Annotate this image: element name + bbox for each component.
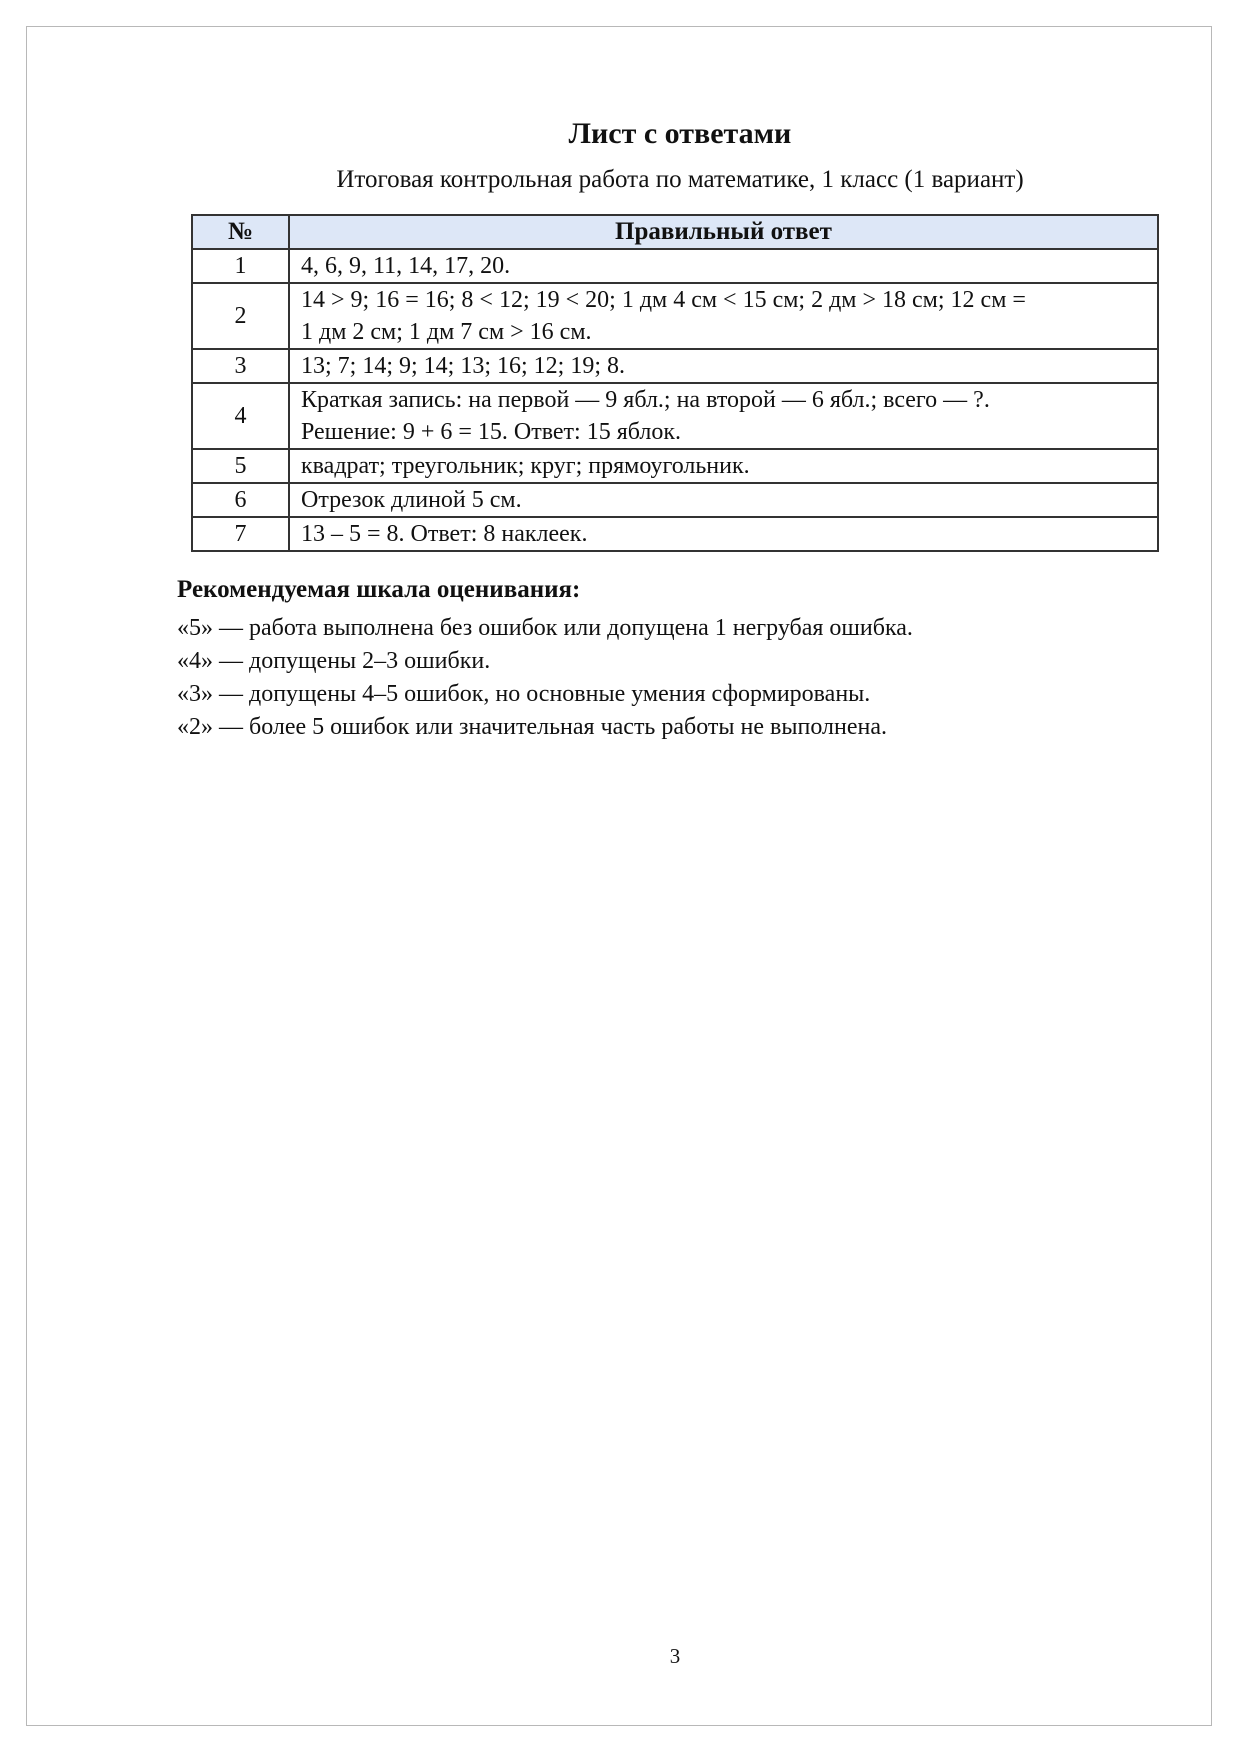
grading-scale-heading: Рекомендуемая шкала оценивания: <box>177 576 581 603</box>
row-answer <box>289 483 1158 517</box>
grading-scale-list <box>177 612 913 744</box>
page-title: Лист с ответами <box>568 117 792 150</box>
table-row <box>192 483 1158 517</box>
answer-line: 13 – 5 = 8. Ответ: 8 наклеек. <box>301 521 588 547</box>
row-number: 3 <box>192 349 289 383</box>
table-row <box>192 517 1158 551</box>
row-answer <box>289 349 1158 383</box>
row-number: 2 <box>192 283 289 349</box>
column-header-answer: Правильный ответ <box>289 215 1158 249</box>
answer-line: 1 дм 2 см; 1 дм 7 см > 16 см. <box>301 319 592 345</box>
column-header-number: № <box>192 215 289 249</box>
row-number: 7 <box>192 517 289 551</box>
row-answer <box>289 517 1158 551</box>
row-answer <box>289 249 1158 283</box>
grading-scale-item: «4» — допущены 2–3 ошибки. <box>177 648 491 674</box>
table-row <box>192 283 1158 349</box>
answer-line: Решение: 9 + 6 = 15. Ответ: 15 яблок. <box>301 419 682 445</box>
answers-table <box>191 214 1159 552</box>
row-answer <box>289 283 1158 349</box>
table-row <box>192 383 1158 449</box>
answer-line: Отрезок длиной 5 см. <box>301 487 522 513</box>
row-number: 6 <box>192 483 289 517</box>
table-header-row <box>192 215 1158 249</box>
table-row <box>192 449 1158 483</box>
answer-line: Краткая запись: на первой — 9 ябл.; на второй — 6 ябл.; всего — ?. <box>301 387 990 413</box>
grading-scale-item: «3» — допущены 4–5 ошибок, но основные умения сформированы. <box>177 681 871 707</box>
table-row <box>192 249 1158 283</box>
answer-line: 4, 6, 9, 11, 14, 17, 20. <box>301 253 511 279</box>
grading-scale-item: «2» — более 5 ошибок или значительная часть работы не выполнена. <box>177 714 887 740</box>
page-number: 3 <box>669 1644 681 1668</box>
page-subtitle: Итоговая контрольная работа по математике, 1 класс (1 вариант) <box>336 166 1024 193</box>
row-answer <box>289 383 1158 449</box>
answer-line: 13; 7; 14; 9; 14; 13; 16; 12; 19; 8. <box>301 353 626 379</box>
row-number: 1 <box>192 249 289 283</box>
row-number: 5 <box>192 449 289 483</box>
row-number: 4 <box>192 383 289 449</box>
row-answer <box>289 449 1158 483</box>
table-row <box>192 349 1158 383</box>
answer-line: 14 > 9; 16 = 16; 8 < 12; 19 < 20; 1 дм 4 см < 15 см; 2 дм > 18 см; 12 см = <box>301 287 1026 313</box>
grading-scale-item: «5» — работа выполнена без ошибок или допущена 1 негрубая ошибка. <box>177 615 913 641</box>
answer-line: квадрат; треугольник; круг; прямоугольник. <box>301 453 750 479</box>
